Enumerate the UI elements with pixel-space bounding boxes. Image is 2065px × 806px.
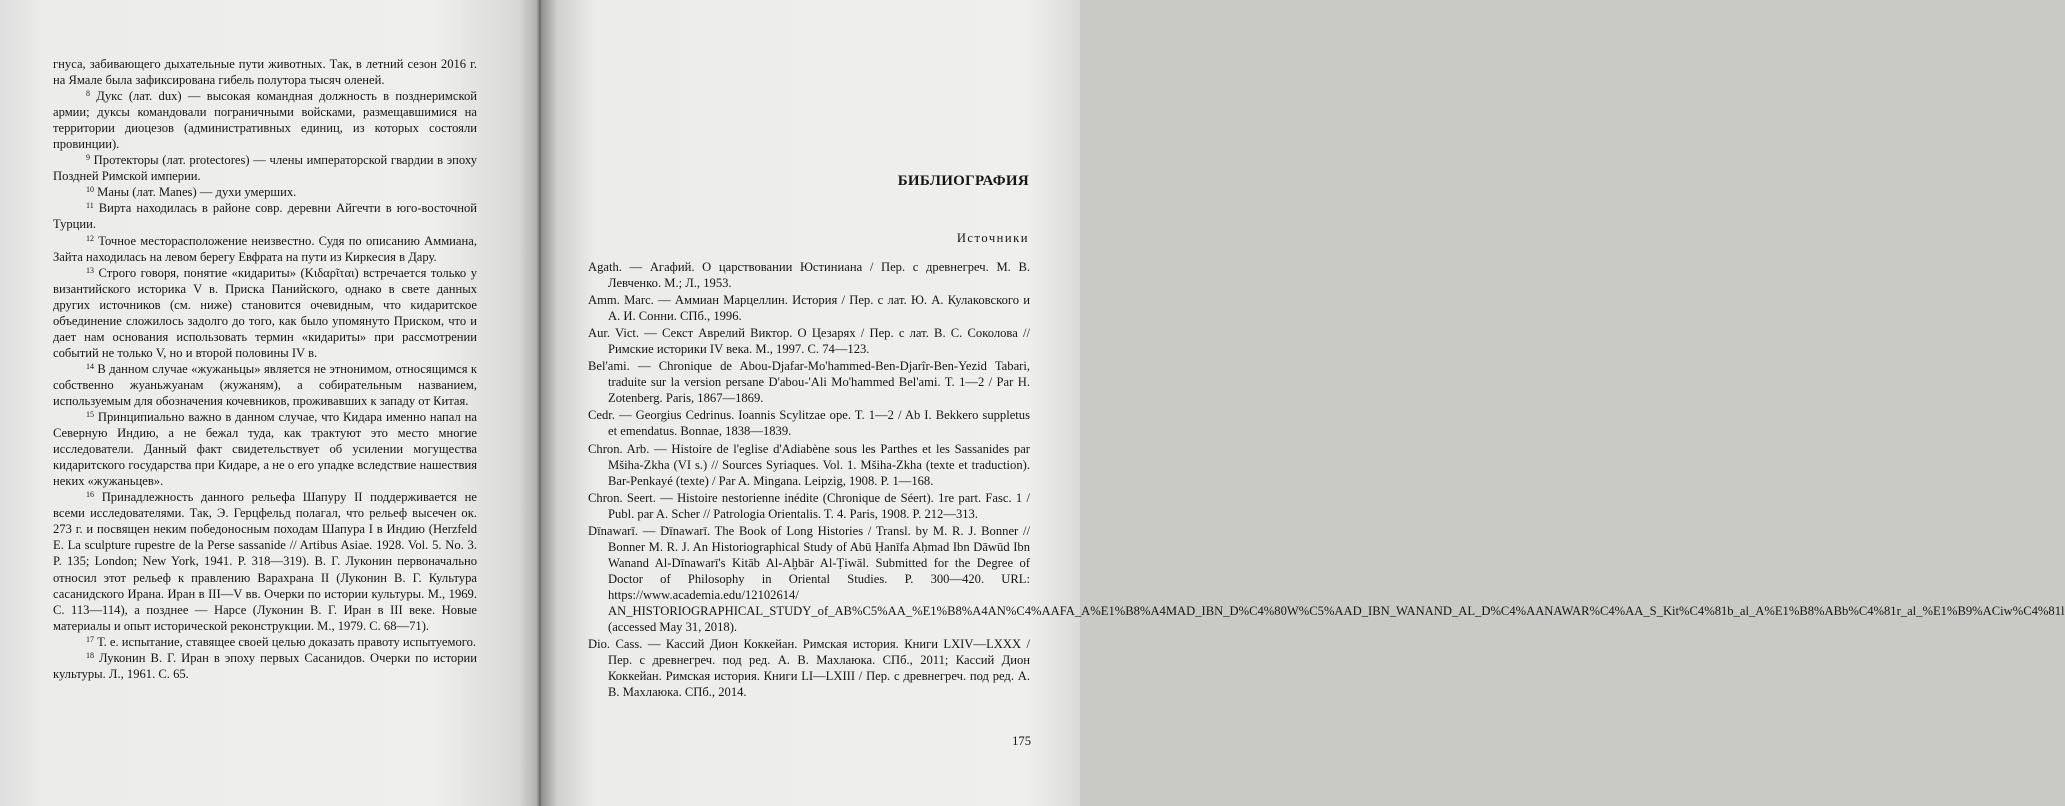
footnote-number: 8 xyxy=(86,89,90,99)
entry-text: — Chronique de Abou-Djafar-Mo'hammed-Ben-Djarîr-Ben-Yezid Tabari, traduite sur la version persane D'abou-'Ali Mo'hammed Bel'ami. T. 1—2 / Par H. Zotenberg. Paris, 1867—1869. xyxy=(608,359,1030,406)
right-page xyxy=(541,0,2065,806)
footnote-number: 18 xyxy=(86,650,94,660)
footnote-11 xyxy=(53,200,477,232)
footnote-18 xyxy=(53,650,477,682)
left-page xyxy=(0,0,540,806)
entry-abbreviation: Dīnawarī. xyxy=(588,523,639,538)
footnote-text: гнуса, забивающего дыхательные пути животных. Так, в летний сезон 2016 г. на Ямале была зафиксирована гибель полутора тысяч оленей. xyxy=(53,57,477,88)
footnote-number: 16 xyxy=(86,490,94,500)
footnote-16 xyxy=(53,489,477,633)
footnote-17 xyxy=(53,634,477,650)
footnote-number: 12 xyxy=(86,233,94,243)
footnote-number: 17 xyxy=(86,634,94,644)
footnote-number: 13 xyxy=(86,265,94,275)
footnote-text: Строго говоря, понятие «кидариты» (Κιδαρῖται) встречается только у византийского историка V в. Приска Панийского, однако в свете данных других источников (см. ниже) становится очевидным, что кидаритское объединение сложилось задолго до того, как было упомянуто Приском, что и дает нам основания использовать термин «кидариты» при рассмотрении событий не только V, но и второй половины IV в. xyxy=(53,265,477,360)
footnote-text: Точное месторасположение неизвестно. Судя по описанию Аммиана, Зайта находилась на левом берегу Евфрата на пути из Киркесия в Дару. xyxy=(53,233,477,264)
entry-abbreviation: Amm. Marc. xyxy=(588,293,654,308)
entry-abbreviation: Agath. xyxy=(588,260,622,274)
footnote-number: 9 xyxy=(86,153,90,163)
entry-text: — Агафий. О царствовании Юстиниана / Пер. с древнегреч. М. В. Левченко. М.; Л., 1953. xyxy=(608,260,1030,291)
entry-text: — Аммиан Марцеллин. История / Пер. с лат. Ю. А. Кулаковского и А. И. Сонни. СПб., 1996. xyxy=(608,293,1031,324)
footnote-text: Т. е. испытание, ставящее своей целью доказать правоту испытуемого. xyxy=(94,634,477,649)
bibliography-heading: БИБЛИОГРАФИЯ xyxy=(897,173,1029,189)
bibliography-entry xyxy=(588,407,1030,439)
entry-abbreviation: Aur. Vict. xyxy=(588,326,640,341)
footnote-text: Дукс (лат. dux) — высокая командная должность в позднеримской армии; дуксы командовали пограничными войсками, размещавшимися на территории диоцезов (административных единиц, из которых состояли провинции). xyxy=(53,89,477,152)
bibliography-entry xyxy=(588,292,1030,324)
entry-abbreviation: Bel'ami. xyxy=(588,359,630,374)
footnote-text: Принципиально важно в данном случае, что Кидара именно напал на Северную Индию, а не бежал туда, как трактуют это место многие исследователи. Данный факт свидетельствует об усилении могущества кидаритского государства при Кидаре, а не о его упадке вследствие нашествия неких «жужаньцев». xyxy=(53,410,477,489)
bibliography-entry xyxy=(588,441,1030,489)
footnote-text: Вирта находилась в районе совр. деревни Айгечти в юго-восточной Турции. xyxy=(53,201,477,232)
footnote-number: 15 xyxy=(86,410,94,420)
footnote-13 xyxy=(53,265,477,361)
bibliography-entry xyxy=(588,325,1030,357)
footnote-15 xyxy=(53,409,477,489)
bibliography-entry xyxy=(588,490,1030,522)
bibliography-entry xyxy=(588,259,1030,291)
footnote-continuation xyxy=(53,56,477,88)
footnote-number: 11 xyxy=(86,201,94,211)
entry-abbreviation: Dio. Cass. xyxy=(588,637,643,652)
entry-abbreviation: Chron. Arb. xyxy=(588,441,650,456)
entry-abbreviation: Cedr. xyxy=(588,408,615,423)
footnote-text: Маны (лат. Manes) — духи умерших. xyxy=(94,185,297,200)
footnotes-block xyxy=(53,56,477,682)
entry-text: — Histoire de l'eglise d'Adiabène sous les Parthes et les Sassanides par Mšiha-Zkha (VI s.) // Sources Syriaques. Vol. 1. Mšiha-Zkha (texte et traduction). Bar-Penkayé (texte) / Par A. Mingana. Leipzig, 1908. P. 1—168. xyxy=(608,441,1030,488)
entry-text: — Histoire nestorienne inédite (Chronique de Séert). 1re part. Fasc. 1 / Publ. par A. Scher // Patrologia Orientalis. T. 4. Paris, 1908. P. 212—313. xyxy=(608,490,1030,521)
entry-text: — Секст Аврелий Виктор. О Цезарях / Пер. с лат. В. С. Соколова // Римские историки IV века. М., 1997. С. 74—123. xyxy=(608,326,1030,357)
footnote-9 xyxy=(53,152,477,184)
footnote-text: Луконин В. Г. Иран в эпоху первых Сасанидов. Очерки по истории культуры. Л., 1961. С. 65. xyxy=(53,650,477,681)
footnote-8 xyxy=(53,88,477,152)
bibliography-entry xyxy=(588,636,1030,700)
footnote-10 xyxy=(53,184,477,200)
page-number: 175 xyxy=(1012,734,1031,748)
sources-subheading: Источники xyxy=(956,231,1029,245)
footnote-text: Протекторы (лат. protectores) — члены императорской гвардии в эпоху Поздней Римской империи. xyxy=(53,153,477,184)
entry-text: — Кассий Дион Коккейан. Римская история. Книги LXIV—LXXX / Пер. с древнегреч. под ред. А. В. Махлаюка. СПб., 2011; Кассий Дион Коккейан. Римская история. Книги LI—LXIII / Пер. с древнегреч. под ред. А. В. Махлаюка. СПб., 2014. xyxy=(608,637,1030,700)
entry-abbreviation: Chron. Seert. xyxy=(588,490,656,505)
footnote-number: 10 xyxy=(86,185,94,195)
footnote-text: В данном случае «жужаньцы» является не этнонимом, относящимся к собственно жуаньжуанам (жужаням), а собирательным названием, используемым для обозначения кочевников, проживавших к западу от Китая. xyxy=(53,361,477,408)
bibliography-list xyxy=(588,259,2065,701)
entry-text: — Dīnawarī. The Book of Long Histories / Transl. by M. R. J. Bonner // Bonner M. R. J. An Historiographical Study of Abū Ḥanīfa Aḥmad Ibn Dāwūd Ibn Wanand Al-Dīnawarī's Kitāb Al-Aḫbār Al-Ṭiwāl. Submitted for the Degree of Doctor of Philosophy in Oriental Studies. P. 300—420. URL: https://www.academia.edu/12102614/ AN_HISTORIOGRAPHICAL_STUDY_of_AB%C5%AA_%E1%B8%A4AN%C4%AAFA_A%E1%B8%A4MAD_IBN_D%C4%80W%C5%AAD_IBN_WANAND_AL_D%C4%AANAWAR%C4%AA_S_Kit%C4%81b_al_A%E1%B8%ABb%C4%81r_al_%E1%B9%ACiw%C4%81l (accessed May 31, 2018). xyxy=(608,523,2065,635)
footnote-12 xyxy=(53,233,477,265)
bibliography-entry xyxy=(588,358,1030,406)
footnote-number: 14 xyxy=(86,361,94,371)
footnote-14 xyxy=(53,361,477,409)
entry-text: — Georgius Cedrinus. Ioannis Scylitzae ope. T. 1—2 / Ab I. Bekkero suppletus et emendatus. Bonnae, 1838—1839. xyxy=(608,408,1030,439)
bibliography-entry xyxy=(588,523,2065,635)
footnote-text: Принадлежность данного рельефа Шапуру II поддерживается не всеми исследователями. Так, Э. Герцфельд полагал, что рельеф высечен ок. 273 г. и посвящен неким победоносным походам Шапура I в Индию (Herzfeld E. La sculpture rupestre de la Perse sassanide // Artibus Asiae. 1928. Vol. 5. No. 3. P. 135; London; New York, 1941. P. 318—319). В. Г. Луконин первоначально относил этот рельеф к правлению Варахрана II (Луконин В. Г. Культура сасанидского Ирана. Иран в III—V вв. Очерки по истории культуры. М., 1969. С. 113—114), а позднее — Нарсе (Луконин В. Г. Иран в III веке. Новые материалы и опыт исторической реконструкции. М., 1979. С. 68—71). xyxy=(53,490,477,633)
